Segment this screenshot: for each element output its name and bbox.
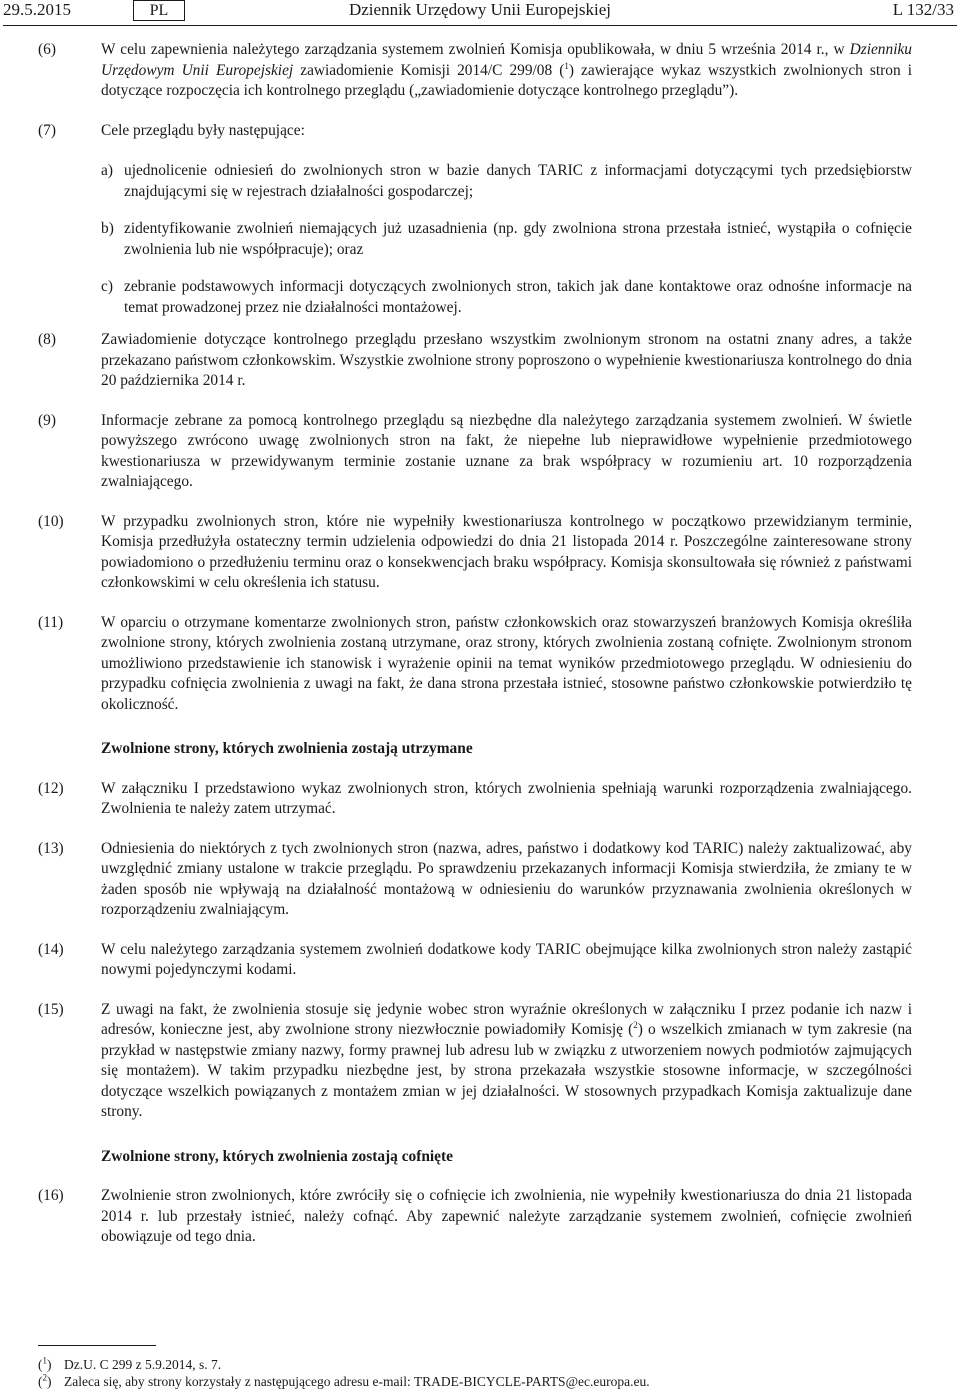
- recital-number: (12): [38, 779, 64, 797]
- recital-text: Zawiadomienie dotyczące kontrolnego przeglądu przesłano wszystkim zwolnionym stronom na ostatni znany adres, a także przekazano państwom członkowskim. Wszystkie zwolnione strony poproszono o wypełnienie kwestionariusza kontrolnego do dnia 20 października 2014 r.: [101, 331, 912, 389]
- footnote-1: [38, 1356, 221, 1373]
- list-label: c): [101, 278, 113, 295]
- recital-text: W przypadku zwolnionych stron, które nie wypełniły kwestionariusza kontrolnego w początkowo przewidzianym terminie, Komisja przedłużyła ostateczny termin udzielenia odpowiedzi do dnia 21 listopada 2014 r. Poszczególne zainteresowane strony powiadomiono o przedłużeniu terminu oraz o konsekwencjach braku współpracy. Komisja skonsultowała się również z państwami członkowskimi w celu określenia ich statusu.: [101, 512, 912, 591]
- recital-text: Zwolnienie stron zwolnionych, które zwróciły się o cofnięcie ich zwolnienia, nie wypełniły kwestionariusza do dnia 21 listopada 2014 r. lub przestały istnieć, należy cofnąć. Aby zapewnić należyte zarządzanie systemem zwolnień, cofnięcie zwolnień obowiązuje od tego dnia.: [101, 1187, 912, 1245]
- document-body: [0, 40, 960, 1267]
- list-item-a: [0, 161, 960, 202]
- recital-10: [0, 512, 960, 594]
- recital-number: (7): [38, 121, 56, 139]
- list-text: zidentyfikowanie zwolnień niemających już uzasadnienia (np. gdy zwolniona strona przestała istnieć, wystąpiła o cofnięcie zwolnienia lub nie współpracuje); oraz: [124, 220, 912, 258]
- recital-text: [101, 1000, 912, 1123]
- header-rule: [3, 25, 957, 26]
- list-item-c: [0, 277, 960, 318]
- footnote-text: Zaleca się, aby strony korzystały z następującego adresu e-mail: TRADE-BICYCLE-PARTS@ec.europa.eu.: [64, 1374, 650, 1389]
- text-part: Z uwagi na fakt, że zwolnienia stosuje się jedynie wobec stron wyraźnie określonych w załączniku I przez podanie ich nazw i adresów, konieczne jest, aby zwolnione strony niezwłocznie powiadomiły Komisję (: [101, 1000, 912, 1038]
- text-part: ) o wszelkich zmianach w tym zakresie (na przykład w następstwie zmiany nazwy, formy prawnej lub adresu lub w związku z utworzeniem nowych podmiotów zajmujących się montażem). W takim przypadku niezbędne jest, by strona przekazała wszystkie stosowne informacje, w szczególności dotyczące wszelkich powiązanych z montażem zmian w jej działalności. W stosownych przypadkach Komisja zaktualizuje dane strony.: [101, 1021, 912, 1120]
- page-number: L 132/33: [892, 0, 954, 19]
- text-part: ) zawierające wykaz wszystkich zwolnionych stron i dotyczące rozpoczęcia ich kontrolnego przeglądu („zawiadomienie dotyczące kontrolnego przeglądu”).: [101, 61, 912, 99]
- recital-text: Cele przeglądu były następujące:: [101, 121, 305, 139]
- recital-text: Odniesienia do niektórych z tych zwolnionych stron (nazwa, adres, państwo i dodatkowy kod TARIC) należy zaktualizować, aby uwzględnić zmiany ustalone w trakcie przeglądu. Po sprawdzeniu przekazanych informacji Komisja stwierdziła, że zmiany te w żaden sposób nie wpływają na działalność montażową w odniesieniu do warunków przyznawania zwolnienia określonych w rozporządzeniu zwalniającym.: [101, 839, 912, 918]
- journal-name-italic: Dzienniku Urzędowym Unii Europejskiej: [101, 41, 912, 79]
- list-label: a): [101, 162, 113, 179]
- recital-7: [0, 121, 960, 142]
- journal-title: Dziennik Urzędowy Unii Europejskiej: [348, 0, 611, 19]
- recital-13: [0, 839, 960, 921]
- footnote-mark: ($^2$): [38, 1372, 52, 1389]
- footnote-ref-2[interactable]: 2: [633, 1019, 638, 1030]
- footnote-2: [38, 1373, 650, 1390]
- recital-11: [0, 613, 960, 716]
- recital-8: [0, 330, 960, 392]
- footnote-mark: ($^1$): [38, 1355, 52, 1372]
- list-text: ujednolicenie odniesień do zwolnionych stron w bazie danych TARIC z informacjami dotyczącymi tych przedsiębiorstw znajdującymi się w rejestrach działalności gospodarczej;: [124, 162, 912, 200]
- section-heading-withdrawn: Zwolnione strony, których zwolnienia zostają cofnięte: [101, 1147, 453, 1165]
- recital-9: [0, 411, 960, 493]
- recital-14: [0, 940, 960, 981]
- recital-text: W oparciu o otrzymane komentarze zwolnionych stron, państw członkowskich oraz stowarzyszeń branżowych Komisja określiła zwolnione strony, których zwolnienia zostaną utrzymane, oraz strony, których zwolnienia zostaną cofnięte. Zwolnionym stronom umożliwiono przedstawienie ich stanowisk i wyrażenie opinii na temat wyników przedmiotowego przeglądu. W odniesieniu do przypadku cofnięcia zwolnienia z uwagi na fakt, że dana strona przestała istnieć, stosowne państwo członkowskie potwierdziło tę okoliczność.: [101, 613, 912, 713]
- recital-16: [0, 1186, 960, 1248]
- page-header: [0, 0, 960, 30]
- text-part: zawiadomienie Komisji 2014/C 299/08 (: [293, 61, 565, 79]
- recital-number: (16): [38, 1187, 64, 1204]
- recital-number: (10): [38, 512, 64, 530]
- section-heading-maintained: Zwolnione strony, których zwolnienia zostają utrzymane: [101, 740, 473, 757]
- recital-6: [0, 40, 960, 102]
- recital-text: W celu należytego zarządzania systemem zwolnień dodatkowe kody TARIC obejmujące kilka zwolnionych stron należy zastąpić nowymi pojedynczymi kodami.: [101, 940, 912, 978]
- recital-text: Informacje zebrane za pomocą kontrolnego przeglądu są niezbędne dla należytego zarządzania systemem zwolnień. W świetle powyższego zwrócono uwagę zwolnionych stron na fakt, że niepełne lub nieprawidłowe wypełnienie przedmiotowego kwestionariusza w przewidywanym terminie zostanie uznane za brak współpracy w rozumieniu art. 10 rozporządzenia zwalniającego.: [101, 411, 912, 490]
- recital-12: [0, 779, 960, 820]
- list-label: b): [101, 220, 114, 237]
- list-text: zebranie podstawowych informacji dotyczących zwolnionych stron, takich jak dane kontaktowe oraz odnośne informacje na temat prowadzonej przez nie działalności montażowej.: [124, 278, 912, 316]
- recital-number: (15): [38, 1000, 64, 1018]
- recital-text: W załączniku I przedstawiono wykaz zwolnionych stron, których zwolnienia spełniają warunki rozporządzenia zwalniającego. Zwolnienia te należy zatem utrzymać.: [101, 779, 912, 817]
- recital-number: (13): [38, 839, 64, 857]
- footnote-ref-1[interactable]: 1: [564, 60, 569, 71]
- recital-number: (14): [38, 940, 64, 958]
- recital-text: [101, 40, 912, 102]
- recital-number: (11): [38, 613, 64, 631]
- recital-number: (6): [38, 41, 56, 58]
- footnote-separator: [38, 1345, 156, 1346]
- recital-number: (8): [38, 331, 56, 348]
- list-item-b: [0, 219, 960, 260]
- language-box: PL: [133, 0, 185, 21]
- recital-15: [0, 1000, 960, 1123]
- footnote-text: Dz.U. C 299 z 5.9.2014, s. 7.: [64, 1357, 222, 1372]
- recital-number: (9): [38, 411, 56, 429]
- text-part: W celu zapewnienia należytego zarządzania systemem zwolnień Komisja opublikowała, w dniu 5 września 2014 r., w: [101, 41, 850, 58]
- header-date: 29.5.2015: [3, 0, 71, 19]
